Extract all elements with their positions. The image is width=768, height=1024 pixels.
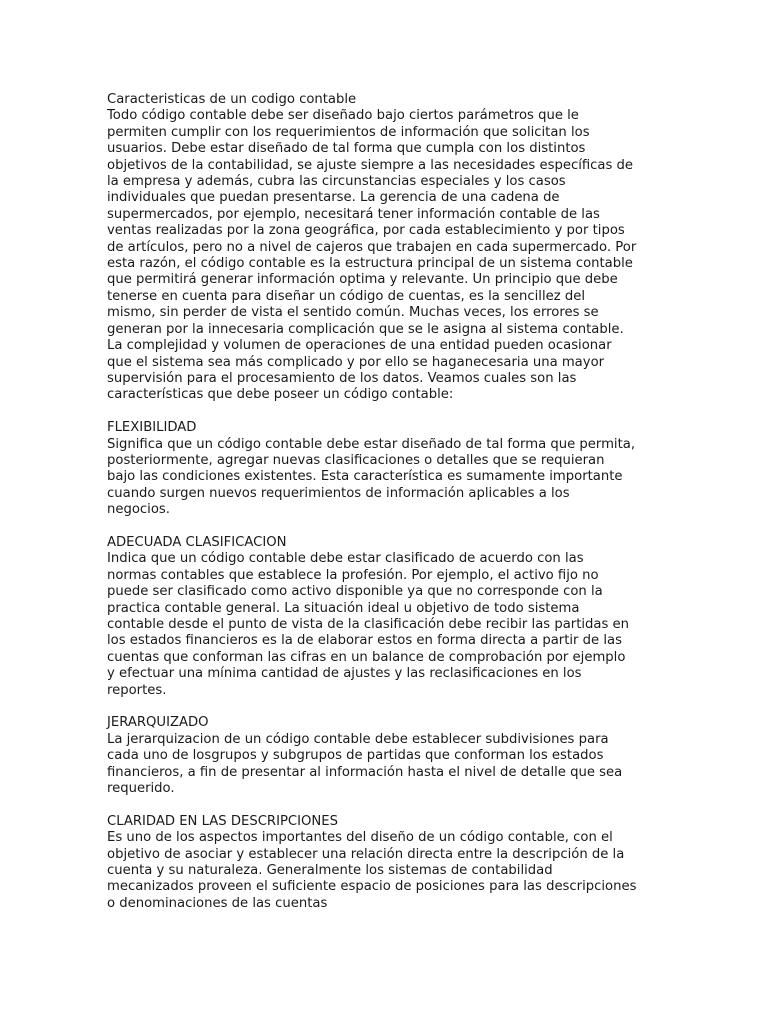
text-line: negocios. bbox=[107, 502, 170, 518]
text-line: tenerse en cuenta para diseñar un código de cuentas, es la sencillez del bbox=[107, 288, 585, 304]
section-intro bbox=[107, 92, 667, 404]
section-flexibilidad bbox=[107, 420, 667, 518]
text-line: normas contables que establece la profesión. Por ejemplo, el activo fijo no bbox=[107, 567, 599, 583]
text-line: requerido. bbox=[107, 781, 175, 797]
section-heading: FLEXIBILIDAD bbox=[107, 420, 197, 436]
text-line: supermercados, por ejemplo, necesitará tener información contable de las bbox=[107, 206, 600, 222]
text-line: la empresa y además, cubra las circunstancias especiales y los casos bbox=[107, 174, 566, 190]
text-line: objetivo de asociar y establecer una relación directa entre la descripción de la bbox=[107, 846, 625, 862]
text-line: supervisión para el procesamiento de los datos. Veamos cuales son las bbox=[107, 370, 577, 386]
text-line: generan por la innecesaria complicación que se le asigna al sistema contable. bbox=[107, 321, 624, 337]
text-line: Indica que un código contable debe estar clasificado de acuerdo con las bbox=[107, 551, 584, 567]
text-line: cuenta y su naturaleza. Generalmente los sistemas de contabilidad bbox=[107, 863, 553, 879]
text-line: características que debe poseer un código contable: bbox=[107, 387, 454, 403]
text-line: reportes. bbox=[107, 682, 167, 698]
section-heading: CLARIDAD EN LAS DESCRIPCIONES bbox=[107, 813, 338, 829]
text-line: La jerarquizacion de un código contable debe establecer subdivisiones para bbox=[107, 731, 609, 747]
text-line: financieros, a fin de presentar al información hasta el nivel de detalle que sea bbox=[107, 764, 623, 780]
text-line: mecanizados proveen el suficiente espacio de posiciones para las descripciones bbox=[107, 879, 637, 895]
text-line: bajo las condiciones existentes. Esta característica es sumamente importante bbox=[107, 469, 623, 485]
text-line: cada uno de losgrupos y subgrupos de partidas que conforman los estados bbox=[107, 748, 604, 764]
text-line: practica contable general. La situación ideal u objetivo de todo sistema bbox=[107, 600, 580, 616]
section-heading: ADECUADA CLASIFICACION bbox=[107, 534, 287, 550]
section-jerarquizado bbox=[107, 715, 667, 797]
text-line: cuentas que conforman las cifras en un balance de comprobación por ejemplo bbox=[107, 649, 626, 665]
text-line: Significa que un código contable debe estar diseñado de tal forma que permita, bbox=[107, 436, 636, 452]
section-paragraph bbox=[107, 108, 667, 403]
text-line: permiten cumplir con los requerimientos de información que solicitan los bbox=[107, 124, 590, 140]
text-line: contable desde el punto de vista de la clasificación debe recibir las partidas en bbox=[107, 616, 630, 632]
section-adecuada-clasificacion bbox=[107, 535, 667, 699]
text-line: puede ser clasificado como activo disponible ya que no corresponde con la bbox=[107, 584, 603, 600]
text-line: mismo, sin perder de vista el sentido común. Muchas veces, los errores se bbox=[107, 305, 599, 321]
text-line: cuando surgen nuevos requerimientos de información aplicables a los bbox=[107, 485, 570, 501]
section-title: Caracteristicas de un codigo contable bbox=[107, 92, 357, 107]
text-line: usuarios. Debe estar diseñado de tal forma que cumpla con los distintos bbox=[107, 141, 586, 157]
text-line: esta razón, el código contable es la estructura principal de un sistema contable bbox=[107, 256, 633, 272]
text-line: posteriormente, agregar nuevas clasificaciones o detalles que se requieran bbox=[107, 452, 605, 468]
section-paragraph bbox=[107, 551, 667, 699]
text-line: La complejidad y volumen de operaciones de una entidad pueden ocasionar bbox=[107, 338, 612, 354]
section-heading: JERARQUIZADO bbox=[107, 715, 209, 731]
section-paragraph bbox=[107, 437, 667, 519]
section-paragraph bbox=[107, 732, 667, 798]
section-claridad-descripciones bbox=[107, 814, 667, 912]
text-line: que el sistema sea más complicado y por ello se haganecesaria una mayor bbox=[107, 354, 605, 370]
text-line: y efectuar una mínima cantidad de ajustes y las reclasificaciones en los bbox=[107, 666, 582, 682]
text-line: o denominaciones de las cuentas bbox=[107, 895, 328, 911]
text-line: que permitirá generar información optima y relevante. Un principio que debe bbox=[107, 272, 618, 288]
document-page bbox=[107, 92, 667, 912]
section-paragraph bbox=[107, 830, 667, 912]
text-line: Todo código contable debe ser diseñado bajo ciertos parámetros que le bbox=[107, 108, 579, 124]
text-line: de artículos, pero no a nivel de cajeros que trabajen en cada supermercado. Por bbox=[107, 239, 637, 255]
text-line: los estados financieros es la de elaborar estos en forma directa a partir de las bbox=[107, 633, 622, 649]
text-line: ventas realizadas por la zona geográfica, por cada establecimiento y por tipos bbox=[107, 223, 625, 239]
text-line: Es uno de los aspectos importantes del diseño de un código contable, con el bbox=[107, 830, 613, 846]
text-line: individuales que puedan presentarse. La gerencia de una cadena de bbox=[107, 190, 560, 206]
text-line: objetivos de la contabilidad, se ajuste siempre a las necesidades específicas de bbox=[107, 157, 634, 173]
